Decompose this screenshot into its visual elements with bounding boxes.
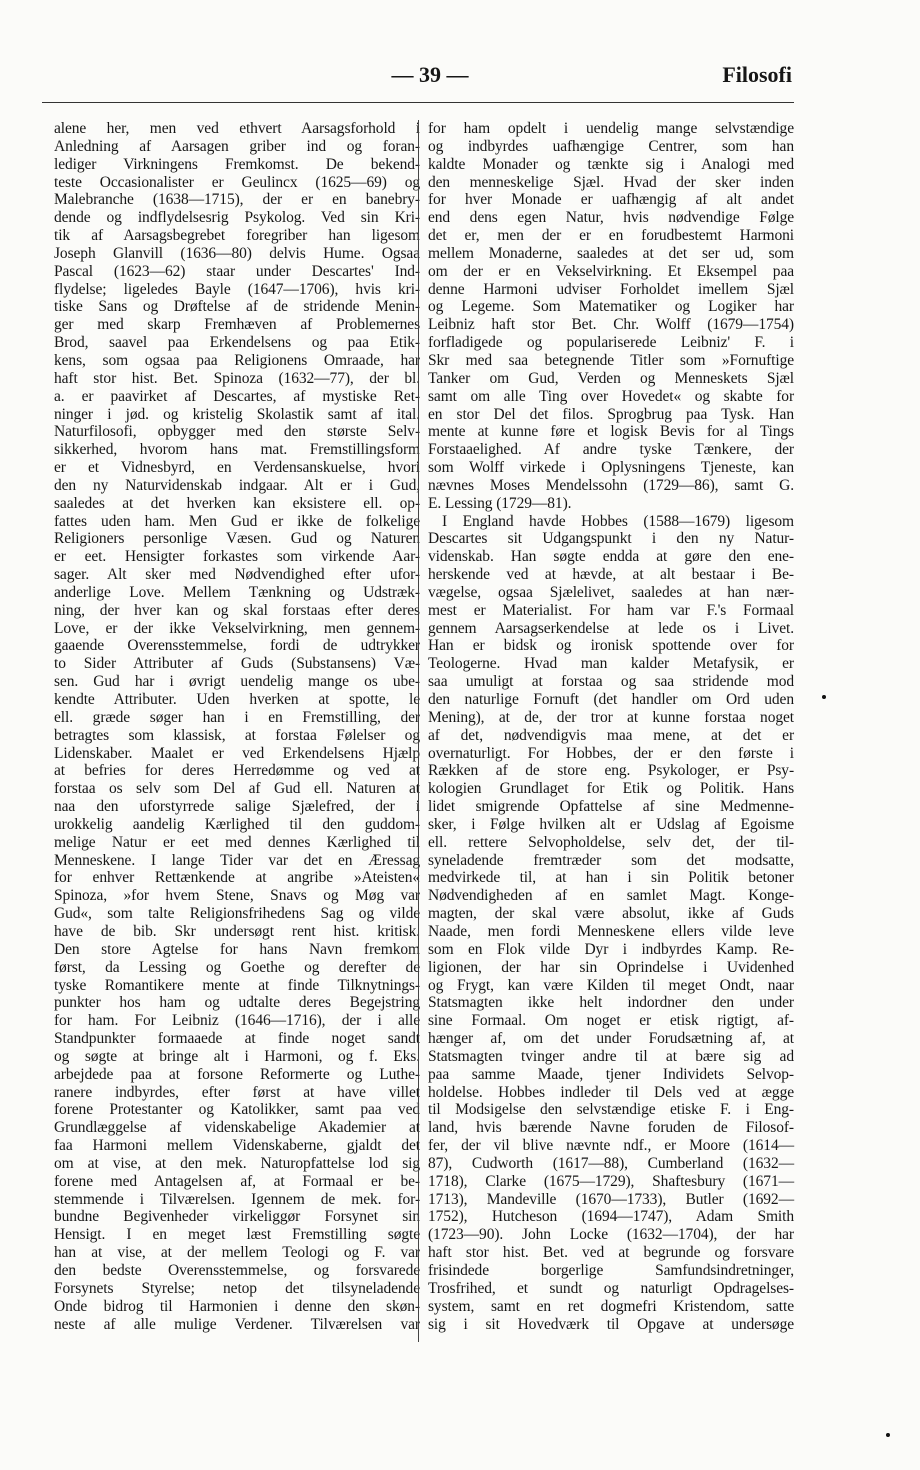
text-line: Leibniz haft stor Bet. Chr. Wolff (1679—1754) (428, 316, 794, 334)
text-line: end dens egen Natur, hvis nødvendige Følge (428, 209, 794, 227)
text-line: vægelse, ogsaa Sjælelivet, saaledes at han nær- (428, 583, 794, 601)
text-line: I England havde Hobbes (1588—1679) ligesom (442, 512, 794, 530)
text-line: Grundlæggelse af videnskabelige Akademier at (54, 1119, 420, 1137)
text-line: melige Natur er eet med dennes Kærlighed til (54, 833, 420, 851)
text-line: to Sider Attributer af Guds (Substansens) Væ- (54, 655, 420, 673)
text-line: nævnes Moses Mendelssohn (1729—86), samt G. (428, 476, 794, 494)
print-speck (822, 695, 826, 699)
text-line: Forsynets Styrelse; netop det tilsyneladende (54, 1279, 420, 1297)
text-line: denne Harmoni udviser Forholdet imellem Sjæl (428, 280, 794, 298)
text-line: anderlige Love. Mellem Tænkning og Udstræk- (54, 583, 420, 601)
text-line: bundne Begivenheder virkeliggør Forsynet sin (54, 1208, 420, 1226)
text-line: og Frygt, kan være Kilden til meget Ondt, naar (428, 976, 794, 994)
text-line: mente at kunne føre et logisk Bevis for al Tings (428, 423, 794, 441)
text-line: som en Flok vilde Dyr i indbyrdes Kamp. Re- (428, 940, 794, 958)
text-line: ninger i jød. og kristelig Skolastik samt af ital. (54, 405, 420, 423)
text-line: saa umuligt at forstaa og saa stridende mod (428, 673, 794, 691)
text-line: dende og indflydelsesrig Psykolog. Ved sin Kri- (54, 209, 420, 227)
text-line: Love, er der ikke Vekselvirkning, men gennem- (54, 619, 420, 637)
text-line: ger med skarp Fremhæven af Problemernes (54, 316, 420, 334)
text-line: ell. rettere Selvopholdelse, selv det, der til- (428, 833, 794, 851)
text-line: Religioners personlige Væsen. Gud og Naturen (54, 530, 420, 548)
text-line: videnskab. Han søgte endda at gøre den ene- (428, 548, 794, 566)
text-line: Onde bidrog til Harmonien i denne den skøn- (54, 1297, 420, 1315)
text-line: sikkerhed, hvorom hans mat. Fremstillingsform (54, 441, 420, 459)
text-line: Naturfilosofi, opbygger med den største Selv- (54, 423, 420, 441)
text-line: Rækken af de store eng. Psykologer, er Psy- (428, 762, 794, 780)
text-line: og søgte at bringe alt i Harmoni, og f. Eks. (54, 1047, 420, 1065)
text-line: E. Lessing (1729—81). (428, 494, 572, 512)
text-line: land, hvis bærende Navne foruden de Filosof- (428, 1119, 794, 1137)
text-line: han at vise, at der mellem Teologi og F. var (54, 1244, 420, 1262)
text-line: det er, men der er en forudbestemt Harmoni (428, 227, 794, 245)
text-line: gaaende Overensstemmelse, fordi de udtrykker (54, 637, 420, 655)
text-line: Malebranche (1638—1715), der er en banebry- (54, 191, 420, 209)
text-line: (1723—90). John Locke (1632—1704), der har (428, 1226, 794, 1244)
text-line: kens, som ogsaa paa Religionens Omraade, har (54, 351, 420, 369)
text-line: gennem Aarsagserkendelse at lede os i Livet. (428, 619, 794, 637)
text-line: kaldte Monader og tænkte sig i Analogi med (428, 155, 794, 173)
text-line: Descartes sit Udgangspunkt i den ny Natur- (428, 530, 794, 548)
text-line: ning, der hver kan og skal forstaas efter deres (54, 601, 420, 619)
text-line: som Wolff virkede i Oplysningens Tjeneste, kan (428, 459, 794, 477)
text-line: tik af Aarsagsbegrebet foregriber han ligesom (54, 227, 420, 245)
page-header (40, 62, 792, 90)
text-line: 1752), Hutcheson (1694—1747), Adam Smith (428, 1208, 794, 1226)
text-line: overnaturligt. For Hobbes, der er den første i (428, 744, 794, 762)
text-line: sine Formaal. Om noget er etisk rigtigt, af- (428, 1012, 794, 1030)
text-line: først, da Lessing og Goethe og derefter de (54, 958, 420, 976)
text-line: Statsmagten ikke helt indordner den under (428, 994, 794, 1012)
text-line: af det, nødvendigvis maa mene, at det er (428, 726, 794, 744)
text-line: naa den uforstyrrede salige Sjælefred, der i (54, 798, 420, 816)
text-line: den ny Naturvidenskab indgaar. Alt er i Gud, (54, 476, 420, 494)
text-line: ranere indbyrdes, efter først at have villet (54, 1083, 420, 1101)
text-line: Spinoza, »for hvem Stene, Snavs og Møg var (54, 887, 420, 905)
text-line: magten, der skal være absolut, ikke af Guds (428, 905, 794, 923)
text-line: Standpunkter formaaede at finde noget sandt (54, 1030, 420, 1048)
text-line: ell. græde søger han i en Fremstilling, der (54, 708, 420, 726)
text-line: kendte Attributer. Uden hverken at spotte, le (54, 691, 420, 708)
text-line: og indbyrdes uafhængige Centrer, som han (428, 137, 794, 155)
text-line: den naturlige Fornuft (det handler om Ord uden (428, 691, 794, 708)
text-line: Han er bidsk og ironisk spottende over for (428, 637, 794, 655)
text-line: flydelse; ligeledes Bayle (1647—1706), hvis kri- (54, 280, 420, 298)
text-line: en stor Del det filos. Sprogbrug paa Tysk. Han (428, 405, 794, 423)
text-line: om der er en Vekselvirkning. Et Eksempel paa (428, 262, 794, 280)
text-line: Tanker om Gud, Verden og Menneskets Sjæl (428, 369, 794, 387)
text-line: forene Protestanter og Katolikker, samt paa ved (54, 1101, 420, 1119)
text-line: mellem Monaderne, saaledes at det ser ud, som (428, 244, 794, 262)
text-line: faa Harmoni mellem Videnskaberne, gjaldt det (54, 1137, 420, 1155)
text-line: fattes uden ham. Men Gud er ikke de folkelige (54, 512, 420, 530)
text-line: for enhver Rettænkende at angribe »Ateisten« (54, 869, 420, 887)
text-line: den menneskelige Sjæl. Hvad der sker inden (428, 173, 794, 191)
text-line: Skr med saa betegnende Titler som »Fornuftige (428, 351, 794, 369)
text-line: alene her, men ved ethvert Aarsagsforhold i (54, 120, 420, 137)
text-line: 87), Cudworth (1617—88), Cumberland (1632— (428, 1154, 794, 1172)
text-line: neste af alle mulige Verdener. Tilværelsen var (54, 1315, 420, 1333)
text-line: teste Occasionalister er Geulincx (1625—69) og (54, 173, 420, 191)
page-number: — 39 — (391, 62, 469, 87)
text-line: Mening), at de, der tror at kunne forstaa noget (428, 708, 794, 726)
text-line: sager. Alt sker med Nødvendighed efter ufor- (54, 566, 420, 584)
text-line: Naade, men fordi Menneskene ellers vilde leve (428, 922, 794, 940)
text-line: samt om alle Ting over Hovedet« og skabte for (428, 387, 794, 405)
text-line: tiske Sans og Drøftelse af de stridende Menin- (54, 298, 420, 316)
print-speck (886, 1433, 890, 1437)
text-line: herskende ved at hævde, at alt bestaar i Be- (428, 566, 794, 584)
text-line: saaledes at det hverken kan eksistere ell. op- (54, 494, 420, 512)
text-line: system, samt en ret dogmefri Kristendom, satte (428, 1297, 794, 1315)
text-line: for hver Monade er uafhængig af alt andet (428, 191, 794, 209)
text-line: for ham. For Leibniz (1646—1716), der i alle (54, 1012, 420, 1030)
text-line: urokkelig aandelig Kærlighed til den guddom- (54, 815, 420, 833)
text-line: er et Vidnesbyrd, en Verdensanskuelse, hvori (54, 459, 420, 477)
text-line: og Legeme. Som Matematiker og Logiker har (428, 298, 794, 316)
text-line: syneladende fremtræder som det modsatte, (428, 851, 794, 869)
text-line: have de bib. Skr undersøgt rent hist. kritisk. (54, 922, 420, 940)
text-line: Hensigt. I en meget læst Fremstilling søgte (54, 1226, 420, 1244)
running-head: Filosofi (722, 62, 792, 87)
text-line: fer, der vil blive nævnte ndf., er Moore (1614— (428, 1137, 794, 1155)
text-line: tyske Romantikere mente at finde Tilknytnings- (54, 976, 420, 994)
text-line: holdelse. Hobbes indleder til Dels ved at ægge (428, 1083, 794, 1101)
text-line: Teologerne. Hvad man kalder Metafysik, er (428, 655, 794, 673)
text-line: paa samme Maade, tjener Individets Selvop- (428, 1065, 794, 1083)
text-line: Anledning af Aarsagen griber ind og foran- (54, 137, 420, 155)
text-line: til Modsigelse den selvstændige etiske F. i Eng- (428, 1101, 794, 1119)
text-line: Lidenskaber. Maalet er ved Erkendelsens Hjælp (54, 744, 420, 762)
text-line: lidet smigrende Opfattelse af sine Medmenne- (428, 798, 794, 816)
text-line: stemmende i Tilværelsen. Igennem de mek. for- (54, 1190, 420, 1208)
text-line: forfladigede og populariserede Leibniz' F. i (428, 334, 794, 352)
column-divider (418, 120, 419, 1342)
text-line: 1718), Clarke (1675—1729), Shaftesbury (1671— (428, 1172, 794, 1190)
text-line: forene med Antagelsen af, at Formaal er be- (54, 1172, 420, 1190)
text-line: Joseph Glanvill (1636—80) delvis Hume. Ogsaa (54, 244, 420, 262)
text-line: for ham opdelt i uendelig mange selvstændige (428, 120, 794, 137)
text-line: sig i sit Hovedværk til Opgave at undersøge (428, 1315, 794, 1333)
text-line: er eet. Hensigter forkastes som virkende Aar- (54, 548, 420, 566)
text-line: 1713), Mandeville (1670—1733), Butler (1692— (428, 1190, 794, 1208)
text-line: haft stor hist. Bet. ved at begrunde og forsvare (428, 1244, 794, 1262)
text-line: Brod, saavel paa Erkendelsens og paa Etik- (54, 334, 420, 352)
text-line: Menneskene. I lange Tider var det en Æressag (54, 851, 420, 869)
text-line: om at vise, at den mek. Naturopfattelse lod sig (54, 1154, 420, 1172)
right-column (428, 120, 794, 1333)
text-line: punkter hos ham og udtalte deres Begejstring (54, 994, 420, 1012)
text-line: den bedste Overensstemmelse, og forsvarede (54, 1262, 420, 1279)
text-line: Statsmagten tvinger andre til at bære sig ad (428, 1047, 794, 1065)
text-line: Forstaaelighed. Af andre tyske Tænkere, der (428, 441, 794, 459)
text-line: mest er Materialist. For ham var F.'s Formaal (428, 601, 794, 619)
text-line: sker, i Følge hvilken alt er Udslag af Egoisme (428, 815, 794, 833)
text-line: Pascal (1623—62) staar under Descartes' Ind- (54, 262, 420, 280)
header-rule (42, 102, 794, 103)
text-line: ligionen, der har sin Oprindelse i Uvidenhed (428, 958, 794, 976)
text-line: a. er paavirket af Descartes, af mystiske Ret- (54, 387, 420, 405)
text-line: frisindede borgerlige Samfundsindretninger, (428, 1262, 794, 1279)
text-line: sen. Gud har i øvrigt uendelig mange os ube- (54, 673, 420, 691)
text-line: haft stor hist. Bet. Spinoza (1632—77), der bl. (54, 369, 420, 387)
text-line: lediger Virkningens Fremkomst. De bekend- (54, 155, 420, 173)
text-line: betragtes som klassisk, at forstaa Følelser og (54, 726, 420, 744)
text-line: hænger af, om det under Forudsætning af, at (428, 1030, 794, 1048)
text-line: Gud«, som talte Religionsfrihedens Sag og vilde (54, 905, 420, 923)
text-line: medvirkede til, at han i sin Politik betoner (428, 869, 794, 887)
text-line: kologien Grundlaget for Etik og Politik. Hans (428, 780, 794, 798)
text-line: Den store Agtelse for hans Navn fremkom (54, 940, 420, 958)
text-line: Trosfrihed, et sundt og naturligt Opdragelses- (428, 1279, 794, 1297)
left-column (54, 120, 420, 1333)
text-line: arbejdede paa at forsone Reformerte og Luthe- (54, 1065, 420, 1083)
text-line: forstaa os selv som Del af Gud ell. Naturen at (54, 780, 420, 798)
text-line: at befries for deres Herredømme og ved at (54, 762, 420, 780)
text-line: Nødvendigheden af en samlet Magt. Konge- (428, 887, 794, 905)
